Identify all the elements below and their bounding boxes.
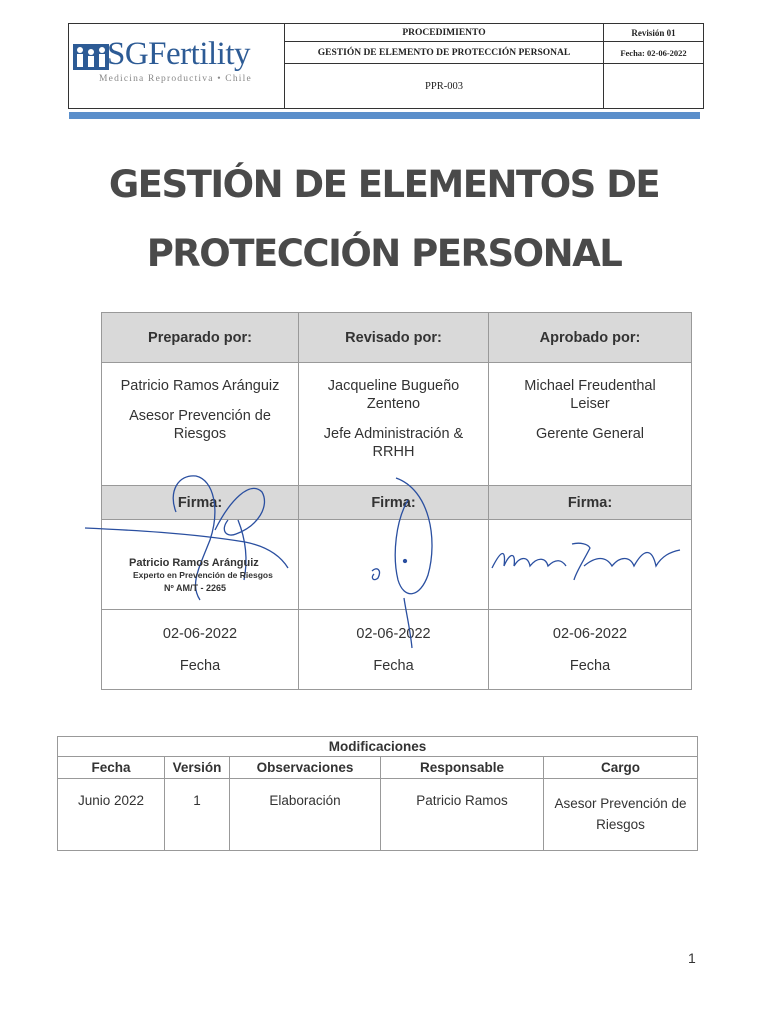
document-type: PROCEDIMIENTO: [285, 24, 604, 42]
col-header-version: Versión: [165, 757, 230, 779]
preparer-signature-label: Firma:: [102, 486, 299, 520]
stamp-name: Patricio Ramos Aránguiz: [129, 557, 259, 569]
revision-label: Revisión 01: [604, 24, 703, 42]
preparer-date-cell: [102, 610, 299, 690]
modifications-table: [57, 736, 698, 851]
cell-fecha: Junio 2022: [58, 779, 165, 851]
reviewer-name: Jacqueline Bugueño Zenteno: [327, 378, 460, 412]
logo-tagline: Medicina Reproductiva • Chile: [99, 74, 252, 84]
preparer-name: Patricio Ramos Aránguiz: [120, 378, 280, 394]
prepared-by-heading: Preparado por:: [102, 313, 299, 363]
col-header-cargo: Cargo: [544, 757, 698, 779]
page-title-line1: GESTIÓN DE ELEMENTOS DE: [108, 163, 660, 206]
preparer-role: Asesor Prevención de Riesgos: [129, 408, 271, 442]
cell-responsable: Patricio Ramos: [381, 779, 544, 851]
preparer-signature-cell: [102, 520, 299, 610]
preparer-date-label: Fecha: [179, 657, 221, 674]
header-divider-bar: [69, 112, 700, 119]
logo-brand: SGFertility: [107, 36, 251, 72]
reviewer-cell: [299, 363, 489, 486]
stamp-registration: Nº AM/T - 2265: [164, 583, 226, 593]
col-header-fecha: Fecha: [58, 757, 165, 779]
approved-by-heading: Aprobado por:: [489, 313, 692, 363]
document-header: [68, 23, 704, 109]
approver-date-cell: [489, 610, 692, 690]
approver-signature-cell: [489, 520, 692, 610]
approver-date-label: Fecha: [569, 657, 611, 674]
modifications-title: Modificaciones: [58, 737, 698, 757]
cell-observaciones: Elaboración: [230, 779, 381, 851]
col-header-responsable: Responsable: [381, 757, 544, 779]
reviewer-date-label: Fecha: [373, 657, 414, 674]
approver-signature-label: Firma:: [489, 486, 692, 520]
col-header-observaciones: Observaciones: [230, 757, 381, 779]
document-code: PPR-003: [285, 64, 604, 108]
approver-date: 02-06-2022: [552, 625, 628, 642]
approvals-table: [101, 312, 692, 690]
company-logo: [69, 24, 285, 108]
approver-role: Gerente General: [535, 426, 644, 442]
reviewer-signature-cell: [299, 520, 489, 610]
preparer-cell: [102, 363, 299, 486]
reviewer-signature-label: Firma:: [299, 486, 489, 520]
cell-version: 1: [165, 779, 230, 851]
stamp-title: Experto en Prevención de Riesgos: [133, 570, 273, 580]
reviewed-by-heading: Revisado por:: [299, 313, 489, 363]
preparer-date: 02-06-2022: [162, 625, 238, 642]
fertility-people-icon: [73, 44, 109, 70]
page-number: 1: [688, 950, 696, 966]
reviewer-date: 02-06-2022: [356, 625, 431, 642]
cell-cargo: Asesor Prevención de Riesgos: [544, 779, 698, 851]
header-date: Fecha: 02-06-2022: [604, 42, 703, 64]
reviewer-date-cell: [299, 610, 489, 690]
document-header-title: GESTIÓN DE ELEMENTO DE PROTECCIÓN PERSONAL: [285, 42, 604, 64]
reviewer-role: Jefe Administración & RRHH: [323, 426, 464, 460]
page-title-line2: PROTECCIÓN PERSONAL: [146, 232, 622, 275]
table-row: [58, 779, 698, 851]
approver-name: Michael Freudenthal Leiser: [524, 378, 656, 412]
approver-cell: [489, 363, 692, 486]
